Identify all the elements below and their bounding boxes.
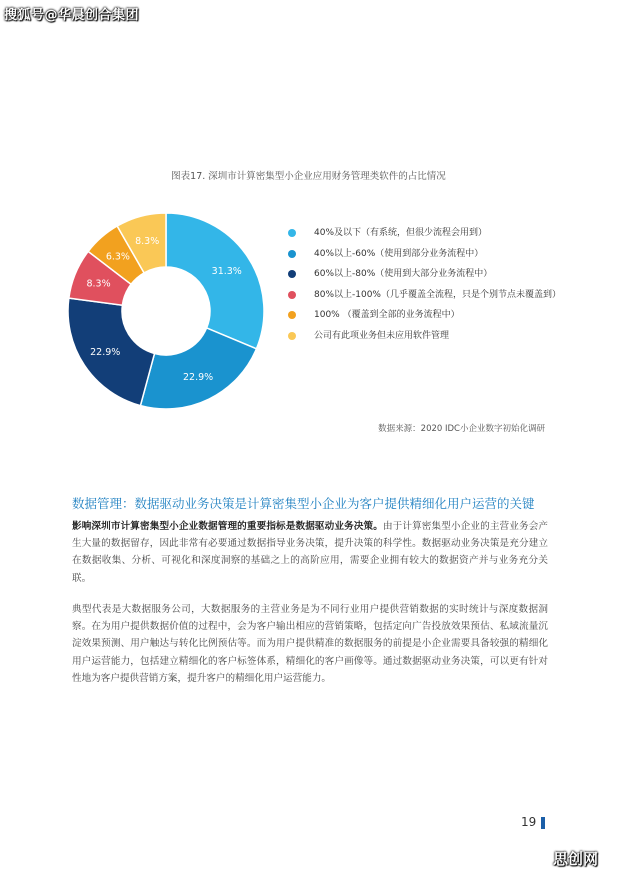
page-number: 19 [521,815,537,829]
legend-label: 100% （覆盖到全部的业务流程中） [314,310,460,320]
watermark-bottom: 思创网 [553,850,599,868]
section-title: 数据管理：数据驱动业务决策是计算密集型小企业为客户提供精细化用户运营的关键 [72,496,535,511]
page-number-bar [541,817,545,829]
figure-title: 图表17. 深圳市计算密集型小企业应用财务管理类软件的占比情况 [171,171,446,182]
slice-label: 6.3% [105,251,130,263]
slice-label: 22.9% [183,372,214,384]
legend-swatch [288,229,296,237]
legend-swatch [288,250,296,258]
legend-label: 80%以上-100%（几乎覆盖全流程，只是个别节点未覆盖到） [314,289,561,300]
legend-swatch [288,291,296,299]
donut-chart [68,212,268,412]
legend-label: 60%以上-80%（使用到大部分业务流程中） [314,269,493,279]
paragraph-2: 典型代表是大数据服务公司，大数据服务的主营业务是为不同行业用户提供营销数据的实时统计与深度数据洞察。在为用户提供数据价值的过程中，会为客户输出相应的营销策略，包括定向广告投放效果预估、私域流量沉淀效果预测、用户触达与转化比例预估等。而为用户提供精准的数据服务的前提是小企业需要具备较强的精细化用户运营能力，包括建立精细化的客户标签体系，精细化的客户画像等。通过数据驱动业务决策，可以更有针对性地为客户提供营销方案，提升客户的精细化用户运营能力。 [72,604,548,684]
paragraph-body: 由于计算密集型小企业的主营业务会产生大量的数据留存，因此非常有必要通过数据指导业务决策，提升决策的科学性。数据驱动业务决策是充分建立在数据收集、分析、可视化和深度洞察的基础之上的高阶应用，需要企业拥有较大的数据资产并与业务充分关联。 [72,521,548,584]
watermark-top: 搜狐号@华晨创合集团 [4,8,140,23]
slice-label: 31.3% [211,266,242,278]
paragraph-lead: 影响深圳市计算密集型小企业数据管理的重要指标是数据驱动业务决策。 [72,521,383,532]
legend-label: 40%以上-60%（使用到部分业务流程中） [314,248,484,259]
data-source: 数据来源：2020 IDC小企业数字初始化调研 [378,424,545,434]
slice-label: 8.3% [135,235,160,247]
legend-label: 40%及以下（有系统，但很少流程会用到） [314,228,488,238]
slice-label: 8.3% [86,278,111,290]
slice-label: 22.9% [90,346,121,358]
legend-swatch [288,270,296,278]
paragraph-1 [72,518,548,587]
legend-label: 公司有此项业务但未应用软件管理 [314,330,450,341]
donut-slice [166,213,264,349]
legend-swatch [288,332,296,340]
legend-swatch [288,311,296,319]
